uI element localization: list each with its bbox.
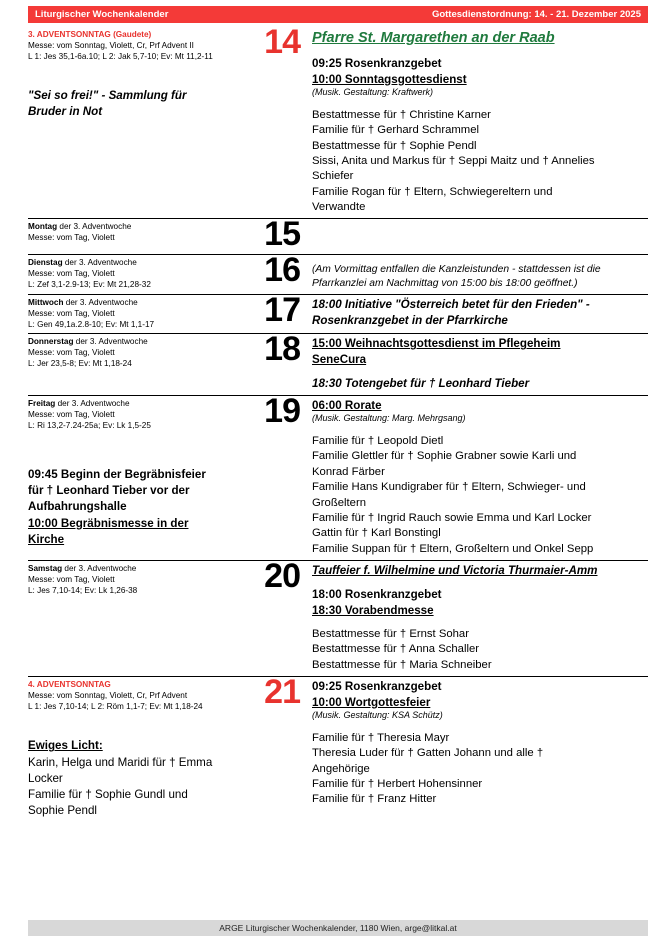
intention-line: Familie für † Leopold Dietl	[312, 435, 444, 448]
day-19-left-column	[28, 398, 250, 557]
day-17-number: 17	[264, 291, 300, 330]
intention-line: Angehörige	[312, 762, 370, 775]
page-footer-bar	[28, 920, 648, 936]
day-20-baptism-title: Tauffeier f. Wilhelmine und Victoria Thurmaier-Amm	[312, 563, 598, 577]
day-14-parish-title: Pfarre St. Margarethen an der Raab	[312, 30, 555, 46]
day-18-left-column	[28, 336, 250, 392]
day-16-title	[28, 257, 246, 268]
day-19-right-column	[308, 398, 648, 557]
day-14-intentions	[312, 108, 648, 216]
day-16-mass: Messe: vom Tag, Violett	[28, 268, 115, 278]
day-row-18	[28, 330, 648, 395]
day-17-left-column	[28, 297, 250, 330]
day-20-left-column	[28, 563, 250, 673]
day-14-liturgy-info	[28, 29, 246, 62]
day-18-event: 18:30 Totengebet für † Leonhard Tieber	[312, 377, 530, 391]
intention-line: Bestattmesse für † Ernst Sohar	[312, 628, 469, 641]
day-18-mass: Messe: vom Tag, Violett	[28, 348, 115, 358]
day-21-mass: Messe: vom Sonntag, Violett, Cr, Prf Advent	[28, 691, 188, 701]
day-14-right-column	[308, 29, 648, 215]
day-14-left-note-line2: Bruder in Not	[28, 105, 103, 119]
day-row-21	[28, 673, 648, 822]
day-14-mass: Messe: vom Sonntag, Violett, Cr, Prf Advent II	[28, 41, 194, 51]
day-16-left-column	[28, 257, 250, 291]
day-19-funeral-line4: 10:00 Begräbnismesse in der	[28, 516, 189, 530]
day-15-weekday: Montag	[28, 222, 58, 232]
intention-line: Konrad Färber	[312, 465, 385, 478]
day-14-number: 14	[264, 23, 300, 61]
intention-line: Schiefer	[312, 170, 354, 183]
spacer	[312, 618, 648, 627]
day-19-funeral-line1: 09:45 Beginn der Begräbnisfeier	[28, 468, 206, 482]
day-20-liturgy-info	[28, 563, 246, 596]
intention-line: Familie für † Theresia Mayr	[312, 731, 450, 744]
day-19-funeral-line2: für † Leonhard Tieber vor der	[28, 484, 190, 498]
day-16-liturgy-info	[28, 257, 246, 290]
day-15-week: der 3. Adventwoche	[57, 222, 132, 232]
page-header-bar	[28, 6, 648, 23]
day-15-number-column	[250, 215, 308, 254]
day-18-service-line2: SeneCura	[312, 352, 367, 366]
intention-line: Familie für † Ingrid Rauch sowie Emma und Karl Locker	[312, 511, 592, 524]
day-19-funeral-line5: Kirche	[28, 532, 65, 546]
spacer	[312, 722, 648, 731]
intention-line: Theresia Luder für † Gatten Johann und alle †	[312, 747, 544, 760]
day-20-title	[28, 563, 246, 574]
day-20-weekday: Samstag	[28, 563, 63, 573]
day-19-readings: L: Ri 13,2-7.24-25a; Ev: Lk 1,5-25	[28, 420, 151, 430]
day-20-readings: L: Jes 7,10-14; Ev: Lk 1,26-38	[28, 586, 138, 596]
day-row-20	[28, 556, 648, 676]
day-19-number-column	[250, 391, 308, 557]
day-20-week: der 3. Adventwoche	[62, 563, 137, 573]
day-row-19	[28, 391, 648, 560]
day-16-right-column	[308, 257, 648, 291]
day-17-week: der 3. Adventwoche	[63, 298, 138, 308]
day-16-office-note	[312, 263, 648, 291]
day-21-number: 21	[264, 673, 300, 712]
intention-line: Bestattmesse für † Anna Schaller	[312, 643, 480, 656]
day-19-funeral-line3: Aufbahrungshalle	[28, 500, 127, 514]
day-21-liturgy-info	[28, 679, 246, 712]
day-19-intentions	[312, 434, 648, 557]
day-19-week: der 3. Adventwoche	[55, 398, 130, 408]
day-14-music-note: (Musik. Gestaltung: Kraftwerk)	[312, 87, 434, 98]
eternal-light-line: Locker	[28, 771, 63, 785]
intention-line: Familie Hans Kundigraber für † Eltern, Schwieger- und	[312, 481, 586, 494]
day-19-title	[28, 398, 246, 409]
day-14-readings: L 1: Jes 35,1-6a.10; L 2: Jak 5,7-10; Ev: Mt 11,2-11	[28, 52, 213, 62]
day-16-readings: L: Zef 3,1-2.9-13; Ev: Mt 21,28-32	[28, 279, 151, 289]
day-17-event	[312, 297, 648, 328]
day-16-office-note-line1: (Am Vormittag entfallen die Kanzleistunden - stattdessen ist die	[312, 263, 601, 275]
day-17-event-line2: Rosenkranzgebet in der Pfarrkirche	[312, 313, 508, 327]
day-14-left-column	[28, 29, 250, 215]
day-19-liturgy-info	[28, 398, 246, 431]
day-row-15	[28, 215, 648, 254]
day-21-readings: L 1: Jes 7,10-14; L 2: Röm 1,1-7; Ev: Mt 1,18-24	[28, 702, 203, 712]
day-18-right-column	[308, 336, 648, 392]
day-20-number: 20	[264, 556, 300, 595]
spacer	[312, 578, 648, 587]
day-15-liturgy-info	[28, 221, 246, 243]
day-row-17	[28, 291, 648, 333]
day-20-service-1: 18:00 Rosenkranzgebet	[312, 588, 442, 601]
day-18-weekday: Donnerstag	[28, 337, 74, 347]
day-19-service-1: 06:00 Rorate	[312, 398, 382, 412]
day-15-mass: Messe: vom Tag, Violett	[28, 233, 115, 243]
day-18-readings: L: Jer 23,5-8; Ev: Mt 1,18-24	[28, 359, 132, 369]
day-19-number: 19	[264, 391, 300, 430]
intention-line: Familie Glettler für † Sophie Grabner sowie Karli und	[312, 450, 577, 463]
intention-line: Bestattmesse für † Maria Schneiber	[312, 658, 492, 671]
eternal-light-line: Sophie Pendl	[28, 804, 97, 818]
day-17-mass: Messe: vom Tag, Violett	[28, 309, 115, 319]
spacer	[312, 367, 648, 376]
day-16-weekday: Dienstag	[28, 257, 63, 267]
day-14-left-note-line1: "Sei so frei!" - Sammlung für	[28, 89, 187, 103]
day-19-mass: Messe: vom Tag, Violett	[28, 409, 115, 419]
day-15-number: 15	[264, 215, 300, 254]
day-21-music-note: (Musik. Gestaltung: KSA Schütz)	[312, 710, 443, 721]
eternal-light-line: Familie für † Sophie Gundl und	[28, 787, 188, 801]
day-19-music-note: (Musik. Gestaltung: Marg. Mehrgsang)	[312, 413, 466, 424]
day-21-service-2: 10:00 Wortgottesfeier	[312, 695, 431, 709]
day-18-number-column	[250, 330, 308, 392]
calendar-sheet	[28, 23, 648, 822]
header-right-label: Gottesdienstordnung: 14. - 21. Dezember 2025	[431, 9, 641, 20]
day-17-right-column	[308, 297, 648, 330]
day-14-left-note	[28, 88, 246, 120]
day-21-number-column	[250, 673, 308, 819]
day-15-title	[28, 221, 246, 232]
day-21-eternal-light-heading: Ewiges Licht:	[28, 739, 103, 753]
intention-line: Bestattmesse für † Sophie Pendl	[312, 139, 477, 152]
day-21-left-column	[28, 679, 250, 819]
intention-line: Familie Rogan für † Eltern, Schwiegereltern und	[312, 185, 553, 198]
day-row-14	[28, 23, 648, 218]
day-21-eternal-light	[28, 738, 246, 819]
day-17-number-column	[250, 291, 308, 330]
day-14-number-column	[250, 23, 308, 215]
spacer	[312, 425, 648, 434]
day-21-title: 4. ADVENTSONNTAG	[28, 680, 111, 690]
day-15-left-column	[28, 221, 250, 250]
day-20-right-column	[308, 563, 648, 673]
day-20-number-column	[250, 556, 308, 673]
day-17-title	[28, 297, 246, 308]
intention-line: Sissi, Anita und Markus für † Seppi Maitz und † Annelies	[312, 154, 595, 167]
day-21-service-1: 09:25 Rosenkranzgebet	[312, 680, 442, 694]
spacer	[312, 99, 648, 108]
intention-line: Bestattmesse für † Christine Karner	[312, 108, 491, 121]
intention-line: Familie für † Gerhard Schrammel	[312, 124, 479, 137]
intention-line: Familie für † Herbert Hohensinner	[312, 777, 483, 790]
day-14-service-2: 10:00 Sonntagsgottesdienst	[312, 72, 467, 86]
day-row-16	[28, 250, 648, 294]
intention-line: Familie Suppan für † Eltern, Großeltern und Onkel Sepp	[312, 542, 594, 555]
day-17-liturgy-info	[28, 297, 246, 330]
day-16-number: 16	[264, 250, 300, 289]
day-18-week: der 3. Adventwoche	[73, 337, 148, 347]
day-21-intentions	[312, 731, 648, 808]
day-19-funeral-note	[28, 467, 246, 548]
day-18-service-line1: 15:00 Weihnachtsgottesdienst im Pflegeheim	[312, 337, 561, 351]
intention-line: Gattin für † Karl Bonstingl	[312, 527, 441, 540]
day-20-service-2: 18:30 Vorabendmesse	[312, 603, 434, 617]
day-21-right-column	[308, 679, 648, 819]
header-left-label: Liturgischer Wochenkalender	[35, 9, 169, 20]
day-17-event-line1: 18:00 Initiative "Österreich betet für den Frieden" -	[312, 298, 590, 312]
footer-text: ARGE Liturgischer Wochenkalender, 1180 Wien, arge@litkal.at	[219, 923, 457, 933]
intention-line: Familie für † Franz Hitter	[312, 793, 437, 806]
day-18-title	[28, 336, 246, 347]
intention-line: Verwandte	[312, 201, 366, 214]
day-17-weekday: Mittwoch	[28, 298, 64, 308]
eternal-light-line: Karin, Helga und Maridi für † Emma	[28, 755, 213, 769]
day-14-service-1: 09:25 Rosenkranzgebet	[312, 57, 442, 71]
day-19-weekday: Freitag	[28, 398, 56, 408]
day-20-intentions	[312, 627, 648, 673]
day-14-title: 3. ADVENTSONNTAG (Gaudete)	[28, 30, 152, 39]
day-18-liturgy-info	[28, 336, 246, 369]
day-20-mass: Messe: vom Tag, Violett	[28, 575, 115, 584]
day-16-week: der 3. Adventwoche	[62, 257, 137, 267]
day-16-number-column	[250, 250, 308, 291]
day-18-number: 18	[264, 330, 300, 369]
day-16-office-note-line2: Pfarrkanzlei am Nachmittag von 15:00 bis 18:00 geöffnet.)	[312, 277, 578, 289]
day-15-right-column	[308, 221, 648, 250]
day-17-readings: L: Gen 49,1a.2.8-10; Ev: Mt 1,1-17	[28, 320, 155, 330]
intention-line: Großeltern	[312, 496, 366, 509]
